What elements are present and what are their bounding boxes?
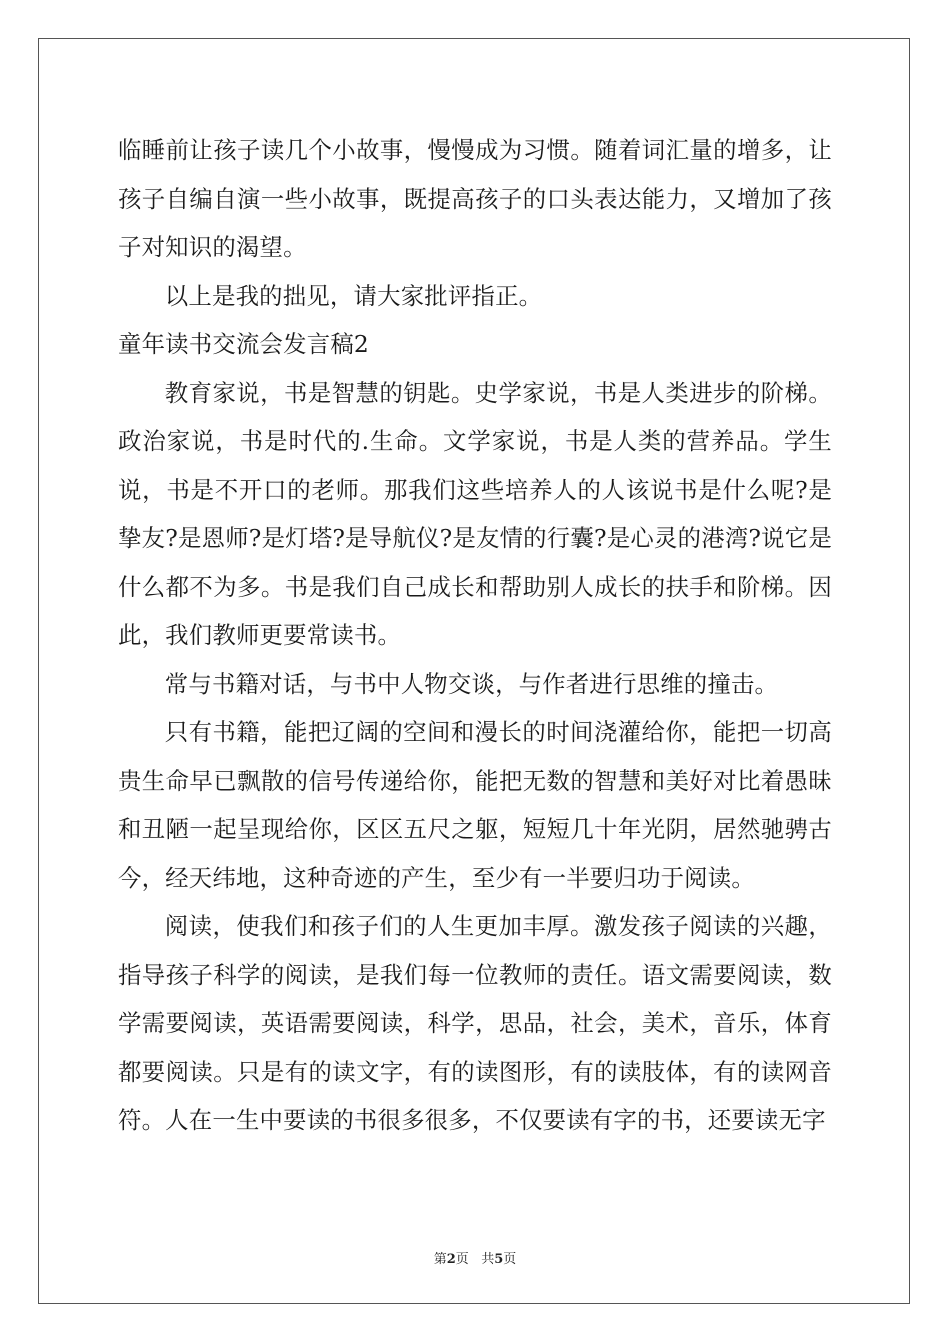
paragraph-6: 阅读，使我们和孩子们的人生更加丰厚。激发孩子阅读的兴趣，指导孩子科学的阅读，是我们每一位教师的责任。语文需要阅读，数学需要阅读，英语需要阅读，科学，思品，社会，美术，音乐，体育都要阅读。只是有的读文字，有的读图形，有的读肢体，有的读网音符。人在一生中要读的书很多很多，不仅要读有字的书，还要读无字 (118, 912, 832, 1134)
total-pages: 5 (494, 1252, 504, 1267)
paragraph-1: 临睡前让孩子读几个小故事，慢慢成为习惯。随着词汇量的增多，让孩子自编自演一些小故事，既提高孩子的口头表达能力，又增加了孩子对知识的渴望。 (118, 136, 832, 261)
total-prefix: 共 (481, 1252, 495, 1267)
paragraph-3: 教育家说，书是智慧的钥匙。史学家说，书是人类进步的阶梯。政治家说，书是时代的.生命。文学家说，书是人类的营养品。学生说，书是不开口的老师。那我们这些培养人的人该说书是什么呢?是挚友?是恩师?是灯塔?是导航仪?是友情的行囊?是心灵的港湾?说它是什么都不为多。书是我们自己成长和帮助别人成长的扶手和阶梯。因此，我们教师更要常读书。 (118, 378, 832, 649)
page-number: 2 (446, 1252, 456, 1267)
page-footer (0, 1248, 950, 1267)
paragraph-4: 常与书籍对话，与书中人物交谈，与作者进行思维的撞击。 (164, 669, 779, 698)
paragraph-5: 只有书籍，能把辽阔的空间和漫长的时间浇灌给你，能把一切高贵生命早已飘散的信号传递给你，能把无数的智慧和美好对比着愚昧和丑陋一起呈现给你，区区五尺之躯，短短几十年光阴，居然驰骋古今，经天纬地，这种奇迹的产生，至少有一半要归功于阅读。 (118, 718, 832, 892)
total-suffix: 页 (503, 1252, 517, 1267)
document-body (118, 126, 832, 1145)
page-prefix: 第 (433, 1252, 447, 1267)
page-suffix: 页 (455, 1252, 469, 1267)
section-heading: 童年读书交流会发言稿2 (118, 330, 369, 358)
paragraph-2: 以上是我的拙见，请大家批评指正。 (164, 281, 543, 310)
